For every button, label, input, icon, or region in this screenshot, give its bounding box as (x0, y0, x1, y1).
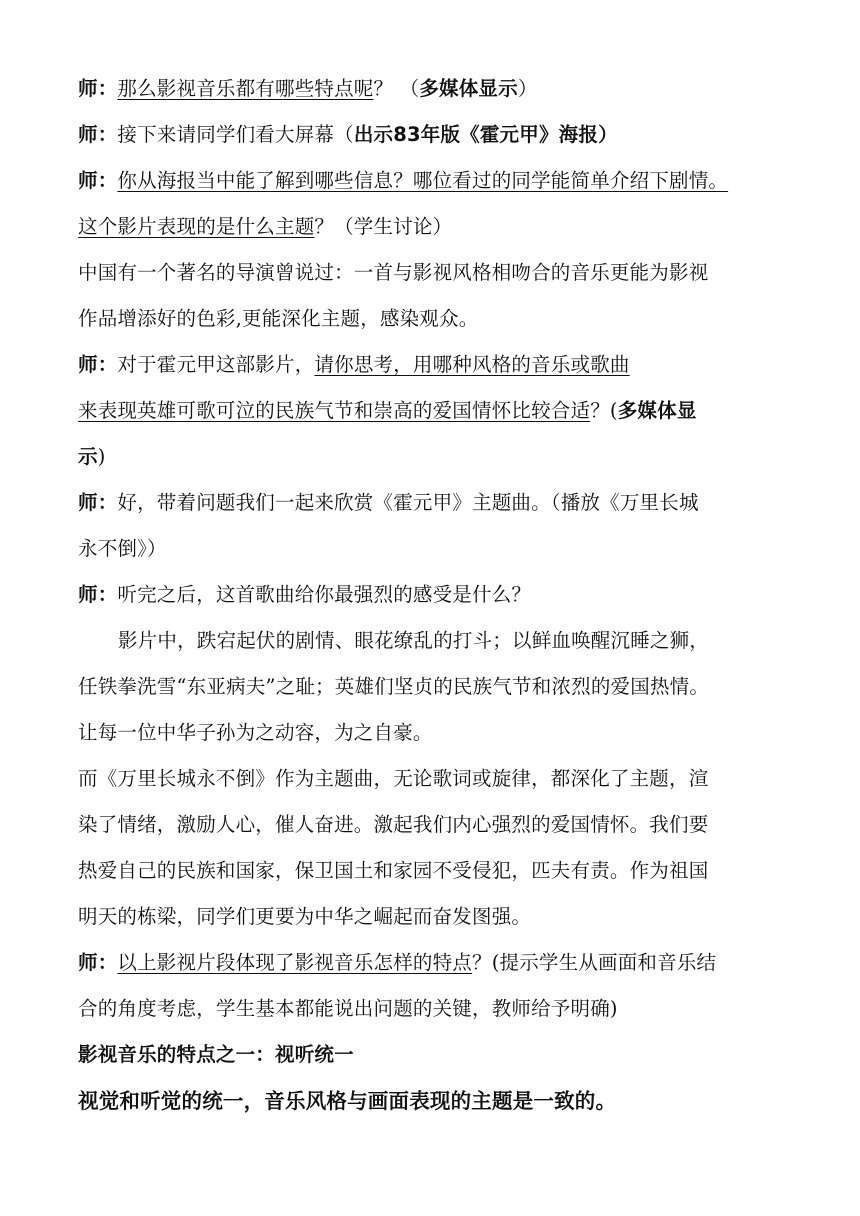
line-7 (78, 342, 784, 388)
line-1 (78, 66, 784, 112)
line-13 (78, 618, 784, 664)
line-4 (78, 204, 784, 250)
text: 染了情绪，激励人心，催人奋进。激起我们内心强烈的爱国情怀。我们要 (78, 813, 709, 836)
line-22 (78, 1032, 784, 1078)
text: 永不倒》） (78, 537, 167, 560)
speaker-label: 师： (78, 583, 118, 606)
section-summary: 视觉和听觉的统一，音乐风格与画面表现的主题是一致的。 (78, 1089, 617, 1113)
text: 任铁拳洗雪“东亚病夫”之耻；英雄们坚贞的民族气节和浓烈的爱国热情。 (78, 675, 710, 698)
line-14 (78, 664, 784, 710)
line-16 (78, 756, 784, 802)
underlined-question: 那么影视音乐都有哪些特点呢 (117, 77, 374, 100)
text: ） (598, 123, 618, 146)
text: 合的角度考虑，学生基本都能说出问题的关键，教师给予明确) (78, 997, 618, 1020)
text: 明天的栋梁，同学们更要为中华之崛起而奋发图强。 (78, 905, 532, 928)
text: ？ （ (373, 77, 420, 100)
text: ？(提示学生从画面和音乐结 (472, 951, 717, 974)
text: 中国有一个著名的导演曾说过：一首与影视风格相吻合的音乐更能为影视 (78, 261, 709, 284)
line-23 (78, 1078, 784, 1124)
text: ？( (590, 399, 618, 422)
speaker-label: 师： (78, 353, 118, 376)
underlined-question: 你从海报当中能了解到哪些信息？哪位看过的同学能简单介绍下剧情。 (117, 169, 729, 192)
text: ) (97, 445, 106, 468)
text: 热爱自己的民族和国家，保卫国土和家园不受侵犯，匹夫有责。作为祖国 (78, 859, 709, 882)
bold-note: 多媒体显示 (419, 77, 518, 100)
text: 接下来请同学们看大屏幕（ (117, 123, 354, 146)
text: 让每一位中华子孙为之动容，为之自豪。 (78, 721, 433, 744)
line-15 (78, 710, 784, 756)
underlined-question: 以上影视片段体现了影视音乐怎样的特点 (117, 951, 473, 974)
bold-note: 示 (78, 445, 98, 468)
bold-note: 出示83年版《霍元甲》海报 (353, 123, 599, 146)
text: 而《万里长城永不倒》作为主题曲，无论歌词或旋律，都深化了主题，渲 (78, 767, 709, 790)
line-5 (78, 250, 784, 296)
text: 好，带着问题我们一起来欣赏《霍元甲》主题曲。（播放《万里长城 (117, 491, 699, 514)
text: 听完之后，这首歌曲给你最强烈的感受是什么？ (117, 583, 532, 606)
line-17 (78, 802, 784, 848)
line-20 (78, 940, 784, 986)
line-12 (78, 572, 784, 618)
line-9 (78, 434, 784, 480)
text: ） (517, 77, 538, 100)
line-6 (78, 296, 784, 342)
underlined-question: 这个影片表现的是什么主题 (78, 215, 315, 238)
speaker-label: 师： (78, 491, 118, 514)
section-heading: 影视音乐的特点之一：视听统一 (78, 1043, 354, 1066)
line-21 (78, 986, 784, 1032)
bold-note: 多媒体显 (617, 399, 697, 422)
text: ？（学生讨论） (314, 215, 453, 238)
line-2 (78, 112, 784, 158)
line-10 (78, 480, 784, 526)
underlined-question: 来表现英雄可歌可泣的民族气节和崇高的爱国情怀比较合适 (78, 399, 591, 422)
speaker-label: 师： (78, 77, 118, 100)
line-11 (78, 526, 784, 572)
text: 作品增添好的色彩,更能深化主题，感染观众。 (78, 307, 479, 330)
line-18 (78, 848, 784, 894)
document-page (78, 66, 784, 1124)
line-3 (78, 158, 784, 204)
line-19 (78, 894, 784, 940)
text: 对于霍元甲这部影片， (117, 353, 315, 376)
speaker-label: 师： (78, 169, 118, 192)
speaker-label: 师： (78, 951, 118, 974)
line-8 (78, 388, 784, 434)
speaker-label: 师： (78, 123, 118, 146)
text: 影片中，跌宕起伏的剧情、眼花缭乱的打斗；以鲜血唤醒沉睡之狮， (118, 629, 710, 652)
underlined-question: 请你思考，用哪种风格的音乐或歌曲 (314, 353, 630, 376)
